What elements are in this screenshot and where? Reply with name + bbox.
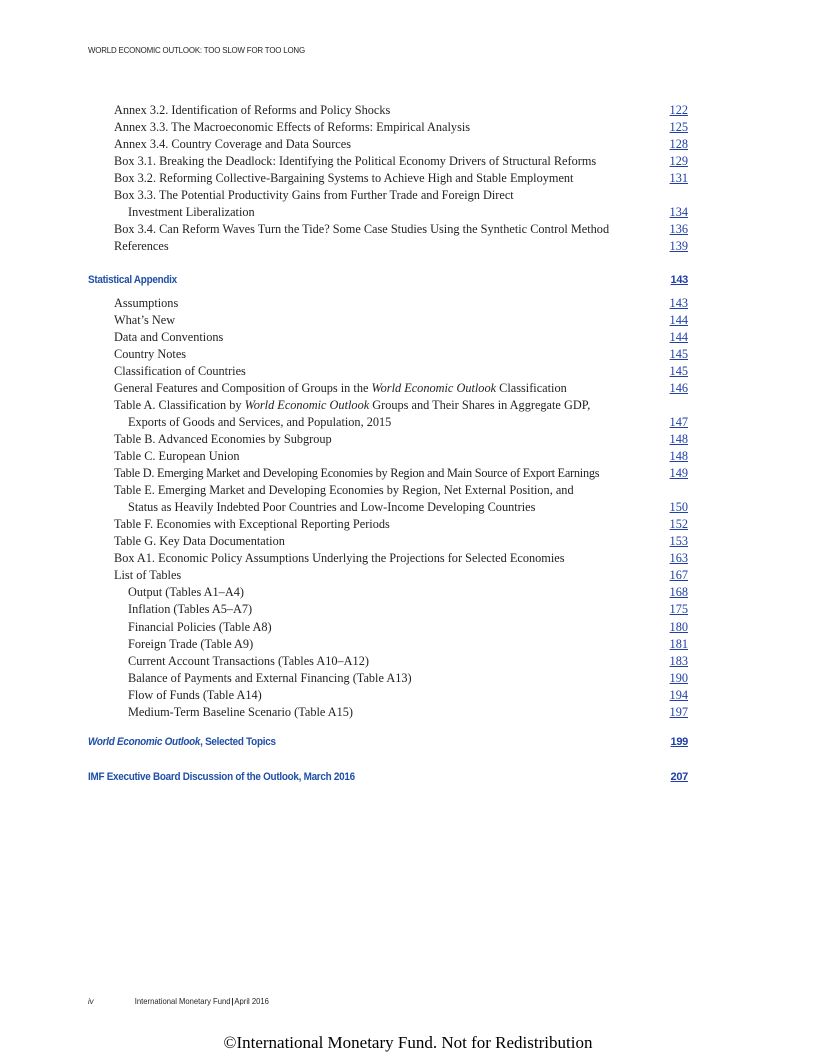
- toc-page-link[interactable]: 175: [669, 602, 688, 616]
- toc-entry-title: Table B. Advanced Economies by Subgroup: [114, 432, 332, 446]
- toc-entry-title: [114, 397, 590, 414]
- toc-page-link[interactable]: 190: [669, 671, 688, 685]
- toc-entry-title: [114, 380, 567, 397]
- toc-page-link[interactable]: 207: [670, 771, 688, 783]
- toc-entry[interactable]: [114, 363, 688, 380]
- toc-entry[interactable]: [114, 380, 688, 397]
- toc-entry-title: Assumptions: [114, 296, 179, 310]
- toc-entry[interactable]: [114, 448, 688, 465]
- toc-entry-title: Balance of Payments and External Financing (Table A13): [128, 671, 412, 685]
- toc-page-link[interactable]: 181: [669, 637, 688, 651]
- toc-page-link[interactable]: 129: [669, 154, 688, 168]
- toc-page-link[interactable]: 143: [669, 296, 688, 310]
- section-heading-title-italic: World Economic Outlook: [88, 736, 201, 748]
- toc-entry-title-part: Groups and Their Shares in Aggregate GDP,: [369, 398, 591, 412]
- toc-page-link[interactable]: 145: [669, 364, 688, 378]
- toc-entry[interactable]: [114, 346, 688, 363]
- toc-entry-title-part: Classification: [496, 381, 567, 395]
- toc-entry[interactable]: [114, 102, 688, 119]
- toc-entry-title: Country Notes: [114, 347, 187, 361]
- toc-entry-title-italic: World Economic Outlook: [371, 381, 497, 395]
- toc-entry-title: Box 3.3. The Potential Productivity Gains from Further Trade and Foreign Direct: [114, 188, 514, 202]
- toc-entry-title: Flow of Funds (Table A14): [128, 688, 262, 702]
- toc-page-link[interactable]: 194: [669, 688, 688, 702]
- toc-entry-title: Current Account Transactions (Tables A10–A12): [128, 654, 369, 668]
- toc-page-link[interactable]: 148: [669, 449, 688, 463]
- toc-entry[interactable]: [114, 533, 688, 550]
- toc-page-link[interactable]: 168: [669, 585, 688, 599]
- footer-publisher: International Monetary Fund: [134, 996, 231, 1006]
- toc-page-link[interactable]: 136: [669, 222, 688, 236]
- toc-entry[interactable]: [114, 312, 688, 329]
- toc-entry[interactable]: [114, 431, 688, 448]
- toc-entry-title: Box 3.4. Can Reform Waves Turn the Tide? Some Case Studies Using the Synthetic Control Method: [114, 222, 610, 236]
- toc-entry[interactable]: [114, 170, 688, 187]
- toc-page-link[interactable]: 149: [669, 466, 688, 480]
- section-heading-board-discussion[interactable]: [88, 770, 688, 784]
- toc-page-link[interactable]: 163: [669, 551, 688, 565]
- section-heading-selected-topics[interactable]: [88, 735, 688, 749]
- footer-separator: |: [231, 996, 234, 1006]
- toc-page-link[interactable]: 197: [669, 705, 688, 719]
- toc-entry-title: Data and Conventions: [114, 330, 224, 344]
- toc-entry[interactable]: [114, 136, 688, 153]
- toc-entry[interactable]: [114, 119, 688, 136]
- toc-entry-title: Box 3.2. Reforming Collective-Bargaining Systems to Achieve High and Stable Employment: [114, 171, 574, 185]
- toc-page-link[interactable]: 152: [669, 517, 688, 531]
- toc-entry[interactable]: [114, 329, 688, 346]
- toc-entry-title: Table D. Emerging Market and Developing Economies by Region and Main Source of Export Earnings: [114, 466, 600, 480]
- toc-entry-title: Foreign Trade (Table A9): [128, 637, 254, 651]
- toc-page-link[interactable]: 139: [669, 239, 688, 253]
- toc-subentry[interactable]: [128, 584, 688, 601]
- toc-page-link[interactable]: 199: [670, 736, 688, 748]
- copyright-notice: ©International Monetary Fund. Not for Redistribution: [223, 1033, 593, 1052]
- toc-subentry[interactable]: [128, 601, 688, 618]
- toc-entry-title: Annex 3.4. Country Coverage and Data Sources: [114, 137, 351, 151]
- toc-page-link[interactable]: 134: [669, 205, 688, 219]
- toc-entry[interactable]: [114, 516, 688, 533]
- toc-entry-title: Inflation (Tables A5–A7): [128, 602, 253, 616]
- toc-page-link[interactable]: 153: [669, 534, 688, 548]
- toc-entry-continuation: Investment Liberalization: [128, 205, 255, 219]
- toc-entry-continuation: Status as Heavily Indebted Poor Countries and Low-Income Developing Countries: [128, 500, 536, 514]
- toc-page-link[interactable]: 150: [669, 500, 688, 514]
- toc-entry-title: What’s New: [114, 313, 176, 327]
- toc-entry-title: Financial Policies (Table A8): [128, 620, 272, 634]
- toc-entry[interactable]: [114, 295, 688, 312]
- section-heading-title: IMF Executive Board Discussion of the Outlook, March 2016: [88, 771, 355, 783]
- toc-subentry[interactable]: [128, 687, 688, 704]
- toc-page-link[interactable]: 145: [669, 347, 688, 361]
- toc-entry[interactable]: [114, 238, 688, 255]
- toc-subentry[interactable]: [128, 636, 688, 653]
- toc-page-link[interactable]: 148: [669, 432, 688, 446]
- toc-page-link[interactable]: 131: [669, 171, 688, 185]
- toc-entry-title: Table E. Emerging Market and Developing Economies by Region, Net External Position, and: [114, 483, 574, 497]
- toc-entry-title-italic: World Economic Outlook: [244, 398, 370, 412]
- toc-page-link[interactable]: 144: [669, 313, 688, 327]
- toc-page-link[interactable]: 122: [669, 103, 688, 117]
- toc-page-link[interactable]: 167: [669, 568, 688, 582]
- toc-entry[interactable]: [114, 550, 688, 567]
- toc-page-link[interactable]: 143: [670, 274, 688, 286]
- toc-entry-title-part: Table A. Classification by: [114, 398, 245, 412]
- toc-entry[interactable]: [114, 153, 688, 170]
- toc-entry-title: References: [114, 239, 169, 253]
- toc-entry-title: Table C. European Union: [114, 449, 240, 463]
- toc-entry-title: List of Tables: [114, 568, 182, 582]
- toc-page-link[interactable]: 183: [669, 654, 688, 668]
- toc-page-link[interactable]: 146: [669, 381, 688, 395]
- footer-page-number: iv: [88, 996, 94, 1006]
- toc-entry-title: Box A1. Economic Policy Assumptions Underlying the Projections for Selected Economies: [114, 551, 565, 565]
- toc-entry[interactable]: [114, 187, 688, 221]
- toc-page-link[interactable]: 125: [669, 120, 688, 134]
- toc-entry[interactable]: [114, 482, 688, 516]
- toc-entry-title: Classification of Countries: [114, 364, 246, 378]
- toc-page-link[interactable]: 180: [669, 620, 688, 634]
- toc-page-link[interactable]: 147: [669, 415, 688, 429]
- toc-subentry[interactable]: [128, 670, 688, 687]
- toc-entry[interactable]: [114, 397, 688, 431]
- section-heading-title: Statistical Appendix: [88, 274, 177, 286]
- toc-entry[interactable]: [114, 221, 688, 238]
- toc-entry-title: Annex 3.2. Identification of Reforms and Policy Shocks: [114, 103, 391, 117]
- section-heading-title-part: , Selected Topics: [200, 736, 276, 748]
- toc-entry[interactable]: [114, 465, 688, 482]
- footer-date: April 2016: [234, 996, 269, 1006]
- section-heading-statistical-appendix[interactable]: [88, 273, 688, 287]
- toc-entry-title: Table F. Economies with Exceptional Reporting Periods: [114, 517, 390, 531]
- toc-entry-continuation: Exports of Goods and Services, and Population, 2015: [128, 415, 392, 429]
- toc-entry-title: Table G. Key Data Documentation: [114, 534, 285, 548]
- toc-page-link[interactable]: 128: [669, 137, 688, 151]
- toc-entry[interactable]: [114, 567, 688, 584]
- toc-entry-title: Box 3.1. Breaking the Deadlock: Identifying the Political Economy Drivers of Structural Reforms: [114, 154, 597, 168]
- running-head: WORLD ECONOMIC OUTLOOK: TOO SLOW FOR TOO LONG: [88, 45, 305, 55]
- page-footer: [88, 996, 269, 1006]
- toc-entry-title: Medium-Term Baseline Scenario (Table A15): [128, 705, 354, 719]
- toc-entry-title-part: General Features and Composition of Groups in the: [114, 381, 372, 395]
- toc-page-link[interactable]: 144: [669, 330, 688, 344]
- section-heading-title: [88, 735, 276, 749]
- toc-subentry[interactable]: [128, 619, 688, 636]
- toc-subentry[interactable]: [128, 704, 688, 721]
- toc-entry-title: Annex 3.3. The Macroeconomic Effects of Reforms: Empirical Analysis: [114, 120, 471, 134]
- toc-subentry[interactable]: [128, 653, 688, 670]
- toc-entry-title: Output (Tables A1–A4): [128, 585, 244, 599]
